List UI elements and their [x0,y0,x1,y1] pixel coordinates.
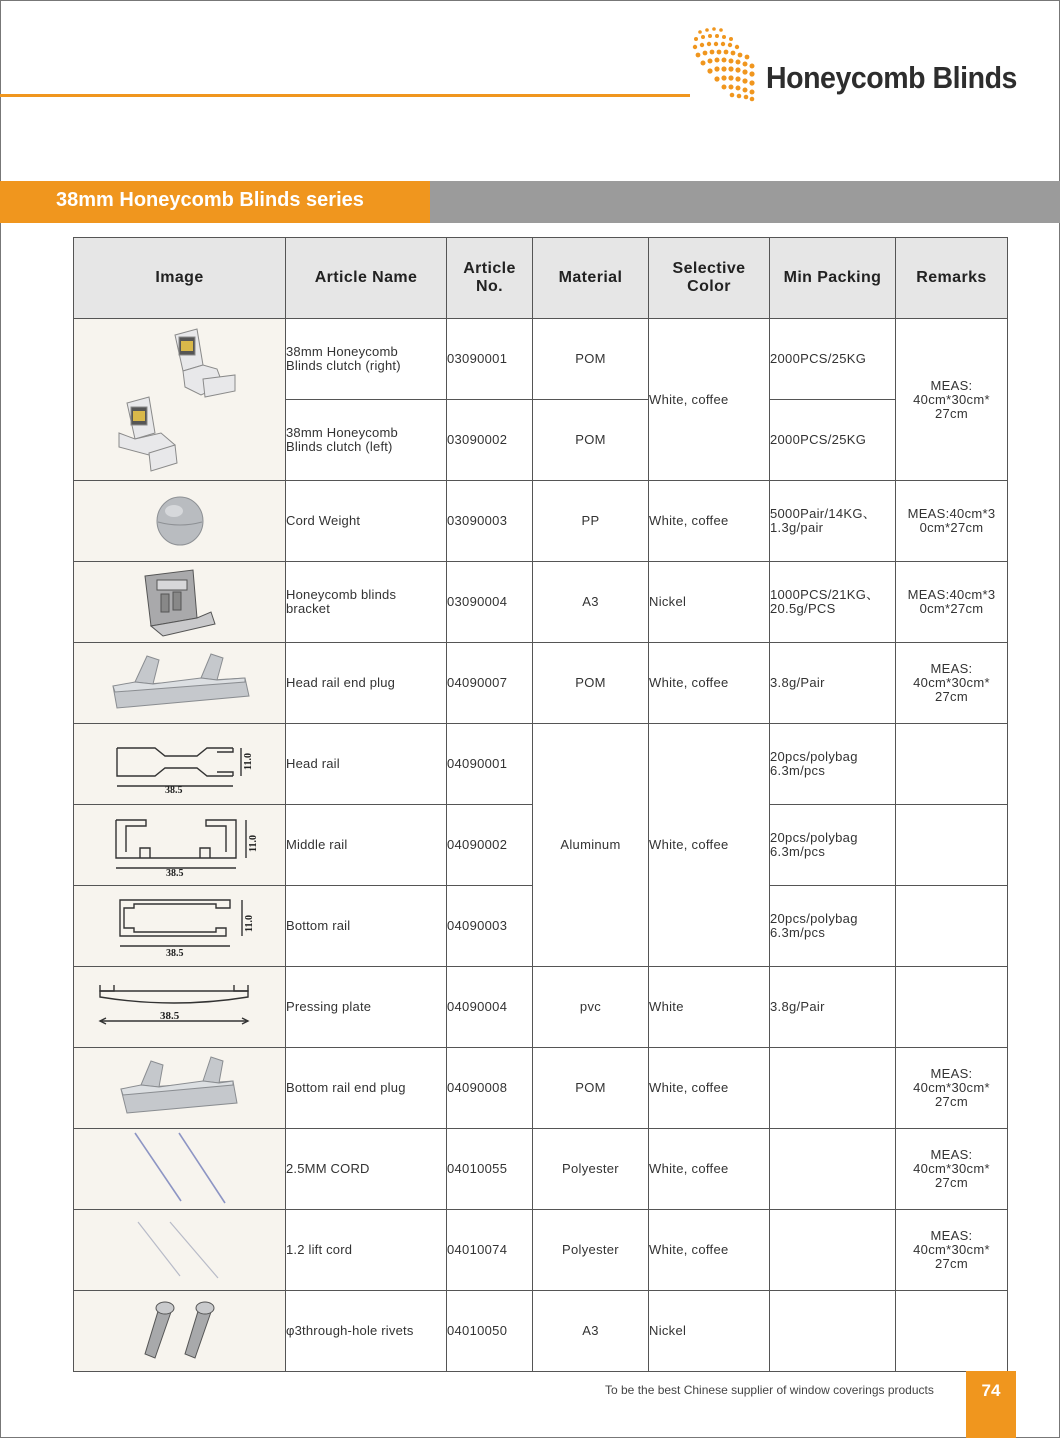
image-cell [74,967,286,1048]
article-name: Pressing plate [286,967,447,1048]
section-title: 38mm Honeycomb Blinds series [56,189,364,211]
header-material: Material [533,238,649,319]
article-no: 04010074 [447,1210,533,1291]
selective-color: White, coffee [649,643,770,724]
head-rail-profile-icon [105,734,255,794]
selective-color: White, coffee [649,319,770,481]
min-packing-text: 1000PCS/21KG、20.5g/PCS [770,587,880,616]
table-row [74,967,1008,1048]
selective-color: White, coffee [649,1210,770,1291]
image-cell [74,1291,286,1372]
min-packing-text: 5000Pair/14KG、1.3g/pair [770,506,877,535]
remarks-text: MEAS: 40cm*30cm* 27cm [913,377,990,421]
material: POM [533,400,649,481]
remarks [896,967,1008,1048]
pressing-plate-icon [90,979,270,1035]
article-name: Cord Weight [286,481,447,562]
remarks [896,724,1008,805]
article-name-text: 38mm Honeycomb Blinds clutch (right) [286,344,401,373]
min-packing [770,481,896,562]
table-row [74,1129,1008,1210]
min-packing [770,1048,896,1129]
article-name: φ3through-hole rivets [286,1291,447,1372]
article-no: 04090002 [447,805,533,886]
article-name: Bottom rail [286,886,447,967]
article-name-text: 38mm Honeycomb Blinds clutch (left) [286,425,398,454]
image-cell [74,886,286,967]
article-no: 04010050 [447,1291,533,1372]
article-name: 2.5MM CORD [286,1129,447,1210]
table-row [74,1048,1008,1129]
image-cell [74,805,286,886]
header-article-no-label: Article No. [463,260,516,295]
clutch-image-cell [74,319,286,481]
cord-icon [125,1131,235,1207]
remarks-text: MEAS: 40cm*30cm* 27cm [913,661,990,704]
selective-color: Nickel [649,562,770,643]
selective-color: White, coffee [649,724,770,967]
header-image: Image [74,238,286,319]
article-no: 04090004 [447,967,533,1048]
table-row [74,1210,1008,1291]
width-dimension-label: 38.5 [164,785,182,794]
remarks [896,562,1008,643]
remarks-text: MEAS: 40cm*30cm* 27cm [913,1228,990,1271]
clutch-right-icon [105,325,255,475]
lift-cord-icon [130,1218,230,1282]
min-packing [770,805,896,886]
article-no: 03090004 [447,562,533,643]
article-name: 1.2 lift cord [286,1210,447,1291]
bottom-rail-profile-icon [100,894,260,958]
remarks [896,886,1008,967]
min-packing [770,1129,896,1210]
height-dimension-label: 11.0 [243,915,255,932]
material: Polyester [533,1129,649,1210]
remarks-text: MEAS: 40cm*30cm* 27cm [913,1066,990,1109]
min-packing [770,1210,896,1291]
header-rule [0,94,690,97]
article-no: 03090002 [447,400,533,481]
material: A3 [533,562,649,643]
article-name-text: Honeycomb blinds bracket [286,587,397,616]
material: pvc [533,967,649,1048]
min-packing-text: 20pcs/polybag 6.3m/pcs [770,911,858,940]
image-cell [74,643,286,724]
middle-rail-profile-icon [100,812,260,878]
bottom-end-plug-icon [115,1055,245,1121]
header-selective-color [649,238,770,319]
min-packing: 3.8g/Pair [770,967,896,1048]
width-dimension-label: 38.5 [159,1010,179,1022]
height-dimension-label: 11.0 [247,835,259,852]
article-name: Head rail end plug [286,643,447,724]
page-number: 74 [981,1381,1001,1400]
article-name [286,400,447,481]
min-packing: 2000PCS/25KG [770,400,896,481]
table-row [74,481,1008,562]
min-packing: 2000PCS/25KG [770,319,896,400]
table-row [74,319,1008,400]
header-remarks: Remarks [896,238,1008,319]
material: POM [533,319,649,400]
cord-weight-icon [150,491,210,551]
min-packing: 3.8g/Pair [770,643,896,724]
selective-color: White, coffee [649,481,770,562]
image-cell [74,1048,286,1129]
article-name: Head rail [286,724,447,805]
min-packing [770,724,896,805]
image-cell [74,481,286,562]
selective-color: White, coffee [649,1129,770,1210]
remarks [896,1129,1008,1210]
footer-tagline: To be the best Chinese supplier of window coverings products [605,1383,934,1397]
remarks [896,1291,1008,1372]
article-name: Middle rail [286,805,447,886]
brand-logo [690,24,1030,104]
article-no: 03090003 [447,481,533,562]
width-dimension-label: 38.5 [165,948,183,958]
bracket-icon [135,564,225,640]
image-cell [74,1210,286,1291]
article-no: 04090007 [447,643,533,724]
end-plug-icon [105,652,255,714]
selective-color: White [649,967,770,1048]
table-row [74,562,1008,643]
min-packing [770,562,896,643]
selective-color: White, coffee [649,1048,770,1129]
image-cell [74,1129,286,1210]
remarks-text: MEAS:40cm*30cm*27cm [907,506,996,535]
remarks-text: MEAS:40cm*30cm*27cm [907,587,996,616]
min-packing-text: 20pcs/polybag 6.3m/pcs [770,749,858,778]
width-dimension-label: 38.5 [165,868,183,878]
honeycomb-dots-icon [690,24,770,104]
table-row [74,724,1008,805]
remarks [896,319,1008,481]
remarks [896,643,1008,724]
table-row [74,1291,1008,1372]
table-row [74,643,1008,724]
material: POM [533,643,649,724]
rivet-icon [135,1298,225,1364]
material: POM [533,1048,649,1129]
article-name [286,562,447,643]
header-selective-color-label: Selective Color [672,260,746,295]
remarks [896,1210,1008,1291]
article-name: Bottom rail end plug [286,1048,447,1129]
height-dimension-label: 11.0 [242,753,254,770]
material: Polyester [533,1210,649,1291]
article-no: 04090003 [447,886,533,967]
article-no: 04010055 [447,1129,533,1210]
image-cell [74,562,286,643]
min-packing-text: 20pcs/polybag 6.3m/pcs [770,830,858,859]
image-cell [74,724,286,805]
product-table [73,237,1008,1372]
remarks [896,481,1008,562]
header-min-packing: Min Packing [770,238,896,319]
material: PP [533,481,649,562]
article-no: 04090001 [447,724,533,805]
header-article-no [447,238,533,319]
article-no: 03090001 [447,319,533,400]
material: A3 [533,1291,649,1372]
table-header-row [74,238,1008,319]
remarks [896,1048,1008,1129]
material: Aluminum [533,724,649,967]
remarks [896,805,1008,886]
selective-color: Nickel [649,1291,770,1372]
article-no: 04090008 [447,1048,533,1129]
min-packing [770,1291,896,1372]
min-packing [770,886,896,967]
article-name [286,319,447,400]
brand-name: Honeycomb Blinds [766,60,1017,95]
header-article-name: Article Name [286,238,447,319]
remarks-text: MEAS: 40cm*30cm* 27cm [913,1147,990,1190]
